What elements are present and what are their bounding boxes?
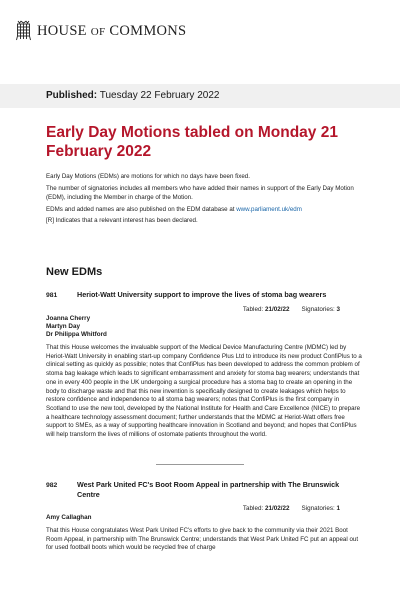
intro-paragraph-3-text: EDMs and added names are also published on the EDM database at <box>46 206 237 213</box>
intro-paragraph-2: The number of signatories includes all members who have added their names in support of the Early Day Motion (EDM), including the Member in charge of the Motion. <box>46 185 354 201</box>
wordmark-prefix: HOUSE <box>37 23 87 39</box>
tabled-date: 21/02/22 <box>264 505 290 512</box>
signatories-label: Signatories: <box>301 505 335 512</box>
published-date: Tuesday 22 February 2022 <box>99 90 220 101</box>
portcullis-icon <box>16 20 31 42</box>
edm-database-link[interactable]: www.parliament.uk/edm <box>236 206 302 213</box>
edm-title: West Park United FC's Boot Room Appeal in partnership with The Brunswick Centre <box>77 480 340 499</box>
intro-paragraph-4: [R] Indicates that a relevant interest has been declared. <box>46 217 198 224</box>
signatories-label: Signatories: <box>301 306 335 313</box>
signatories-count: 3 <box>336 306 340 313</box>
edm-number: 982 <box>46 482 58 489</box>
edm-number: 981 <box>46 292 58 299</box>
signatories-count: 1 <box>336 505 340 512</box>
wordmark-of: OF <box>90 26 106 38</box>
member-name: Amy Callaghan <box>46 514 92 521</box>
house-of-commons-wordmark <box>37 23 186 40</box>
published-label: Published: <box>46 90 98 101</box>
intro-paragraph-3 <box>46 206 366 215</box>
edm-motion-text: That this House welcomes the invaluable support of the Medical Device Manufacturing Centre (MDMC) led by Heriot-Watt University in enabling start-up company Confidence Plus Ltd to introduce its new product ConfiPlus to a clinical setting as quickly as possible; notes that ConfiPlus has been developed to address the common problem of stoma bag leakage which leads to significant embarrassment and anxiety for stoma bag wearers; understands that one in every 400 people in the UK undergoing a surgical procedure has a stoma bag to create an opening in the body to discharge waste and that this new invention is specifically designed to create leakages which helps to restore confidence and independence to all stoma bag wearers; notes that ConfiPlus is the first company in Scotland to use the new tool, developed by the National Institute for Health and Care Excellence (NICE) to prepare a healthcare technology assessment document; further understands that the MDMC at Heriot-Watt offers free support to SMEs, as a way of supporting healthcare innovation in Scotland and beyond; and hopes that ConfiPlus will help transform the lives of millions of ostomate patients throughout the world. <box>46 344 362 439</box>
tabled-label: Tabled: <box>242 505 264 512</box>
page-title: Early Day Motions tabled on Monday 21 February 2022 <box>46 124 338 160</box>
member-name: Joanna Cherry <box>46 315 91 322</box>
member-name: Dr Philippa Whitford <box>46 331 107 338</box>
edm-title: Heriot-Watt University support to improve the lives of stoma bag wearers <box>77 290 327 299</box>
section-heading-new-edms: New EDMs <box>46 266 103 278</box>
published-line <box>46 90 219 101</box>
edm-motion-text: That this House congratulates West Park United FC's efforts to give back to the community via their 2021 Boot Room Appeal, in partnership with The Brunswick Centre; understands that West Park United FC put an appeal out for used football boots which would be recycled free of charge <box>46 527 359 552</box>
tabled-date: 21/02/22 <box>264 306 290 313</box>
tabled-label: Tabled: <box>242 306 264 313</box>
wordmark-suffix: COMMONS <box>109 23 187 39</box>
edm-divider <box>156 464 244 465</box>
member-name: Martyn Day <box>46 323 80 330</box>
edm-tabled-info <box>243 505 340 512</box>
edm-tabled-info <box>243 306 340 313</box>
intro-paragraph-1: Early Day Motions (EDMs) are motions for which no days have been fixed. <box>46 173 250 180</box>
